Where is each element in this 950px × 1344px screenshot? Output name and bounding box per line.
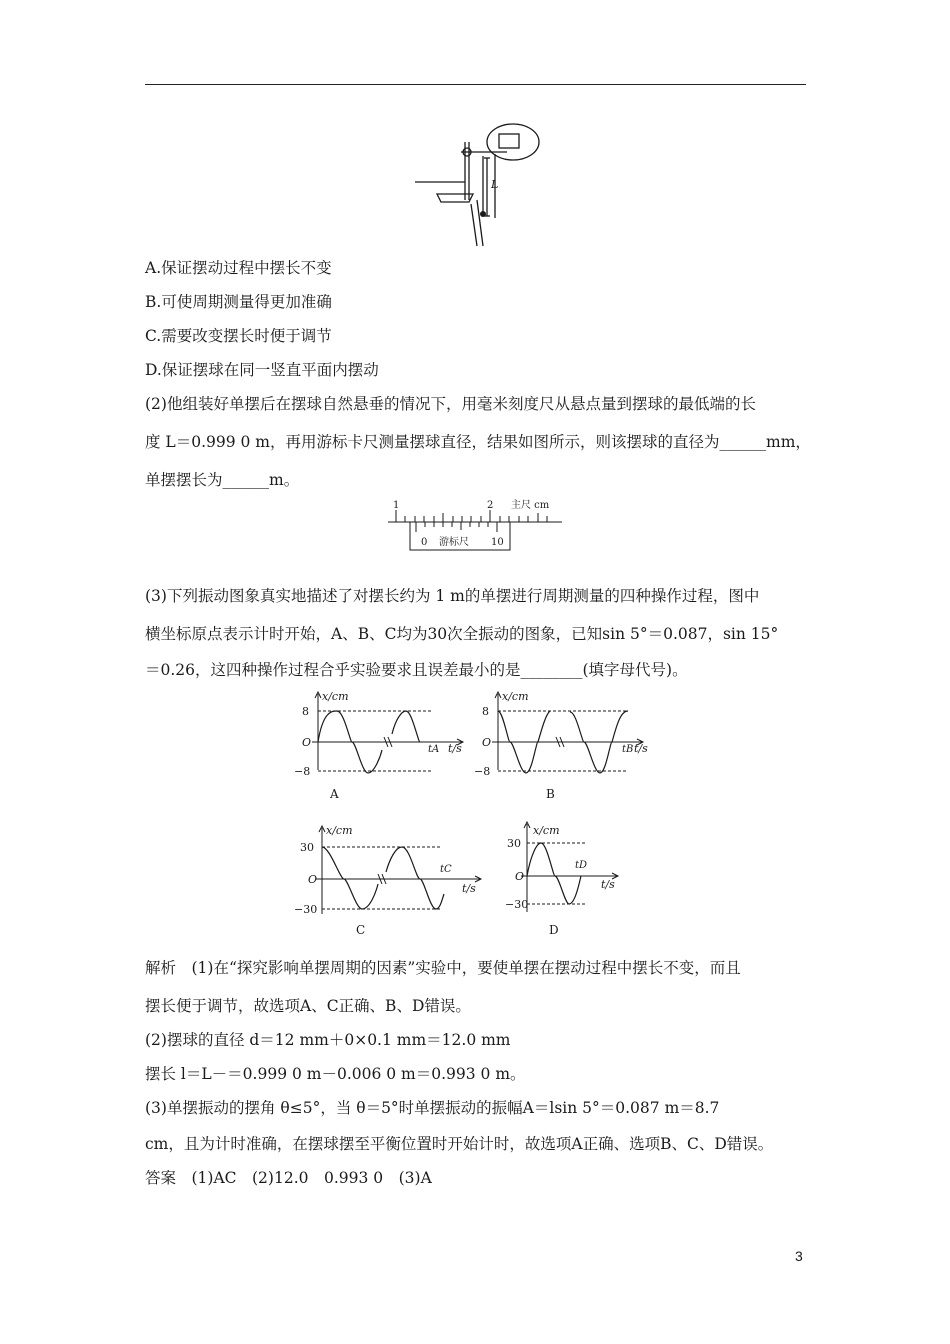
graph-c-t-end: tC: [440, 864, 452, 875]
graph-b: [470, 688, 650, 806]
solution-line-5: (3)单摆振动的摆角 θ≤5°，当 θ＝5°时单摆振动的振幅A＝lsin 5°＝0.087 m＝8.7: [145, 1099, 720, 1117]
graph-b-neg-amp: −8: [474, 765, 491, 778]
solution-line-3: (2)摆球的直径 d＝12 mm＋0×0.1 mm＝12.0 mm: [145, 1031, 511, 1049]
option-b: B.可使周期测量得更加准确: [145, 293, 332, 311]
q2-line-3: 单摆摆长为______m。: [145, 471, 300, 489]
graph-d-caption: D: [549, 923, 559, 937]
graph-c-origin: O: [308, 873, 318, 886]
answer-line: 答案 (1)AC (2)12.0 0.993 0 (3)A: [145, 1169, 432, 1187]
graph-a-neg-amp: −8: [294, 765, 311, 778]
q3-line-2: 横坐标原点表示计时开始，A、B、C均为30次全振动的图象，已知sin 5°＝0.087，sin 15°: [145, 625, 779, 643]
caliper-tick-1: 1: [393, 500, 400, 511]
graph-a-origin: O: [302, 736, 312, 749]
graph-a-caption: A: [330, 787, 339, 801]
caliper-tick-2: 2: [487, 500, 494, 511]
q2-line-2: 度 L＝0.999 0 m，再用游标卡尺测量摆球直径，结果如图所示，则该摆球的直径为______mm，: [145, 433, 811, 451]
graph-d: [505, 818, 635, 940]
graph-a: [290, 688, 470, 806]
graph-c-y-label: x/cm: [326, 824, 353, 837]
pendulum-apparatus-figure: [415, 122, 555, 248]
graph-d-neg-amp: −30: [505, 898, 529, 911]
graph-d-x-label: t/s: [601, 878, 615, 891]
graph-b-amp: 8: [482, 705, 489, 718]
graph-a-t-end: tA: [428, 744, 440, 755]
pendulum-length-label: L: [491, 178, 499, 191]
solution-line-6: cm，且为计时准确，在摆球摆至平衡位置时开始计时，故选项A正确、选项B、C、D错误。: [145, 1135, 774, 1153]
graph-c-amp: 30: [300, 841, 314, 854]
graph-b-y-label: x/cm: [502, 690, 529, 703]
graph-a-y-label: x/cm: [322, 690, 349, 703]
option-c: C.需要改变摆长时便于调节: [145, 327, 332, 345]
option-d: D.保证摆球在同一竖直平面内摆动: [145, 361, 379, 379]
solution-line-4: 摆长 l＝L－＝0.999 0 m－0.006 0 m＝0.993 0 m。: [145, 1065, 526, 1083]
q3-line-1: (3)下列振动图象真实地描述了对摆长约为 1 m的单摆进行周期测量的四种操作过程，图中: [145, 587, 760, 605]
graph-b-x-label: t/s: [634, 742, 648, 755]
graph-a-x-label: t/s: [448, 742, 462, 755]
graph-c-x-label: t/s: [462, 882, 476, 895]
graph-d-amp: 30: [507, 837, 521, 850]
graph-c-neg-amp: −30: [294, 903, 318, 916]
graph-d-t-end: tD: [575, 860, 588, 871]
caliper-vernier-0: 0: [421, 537, 428, 548]
graph-a-amp: 8: [302, 705, 309, 718]
graph-d-origin: O: [515, 870, 525, 883]
caliper-vernier-10: 10: [491, 537, 504, 548]
page-number: 3: [795, 1248, 803, 1264]
caliper-vernier-label: 游标尺: [439, 537, 469, 548]
solution-line-2: 摆长便于调节，故选项A、C正确、B、D错误。: [145, 997, 471, 1015]
graph-b-origin: O: [482, 736, 492, 749]
header-rule: [145, 84, 806, 85]
vernier-caliper-figure: [386, 496, 566, 554]
q2-line-1: (2)他组装好单摆后在摆球自然悬垂的情况下，用毫米刻度尺从悬点量到摆球的最低端的长: [145, 395, 756, 413]
solution-line-1: 解析 (1)在“探究影响单摆周期的因素”实验中，要使单摆在摆动过程中摆长不变，而且: [145, 959, 741, 977]
graph-c: [290, 822, 490, 940]
option-a: A.保证摆动过程中摆长不变: [145, 259, 332, 277]
graph-c-caption: C: [356, 923, 366, 937]
graph-b-t-end: tB: [622, 744, 634, 755]
graph-d-y-label: x/cm: [533, 824, 560, 837]
caliper-main-label: 主尺 cm: [511, 500, 550, 511]
graph-b-caption: B: [546, 787, 555, 801]
q3-line-3: ＝0.26，这四种操作过程合乎实验要求且误差最小的是________(填字母代号)。: [145, 661, 688, 679]
